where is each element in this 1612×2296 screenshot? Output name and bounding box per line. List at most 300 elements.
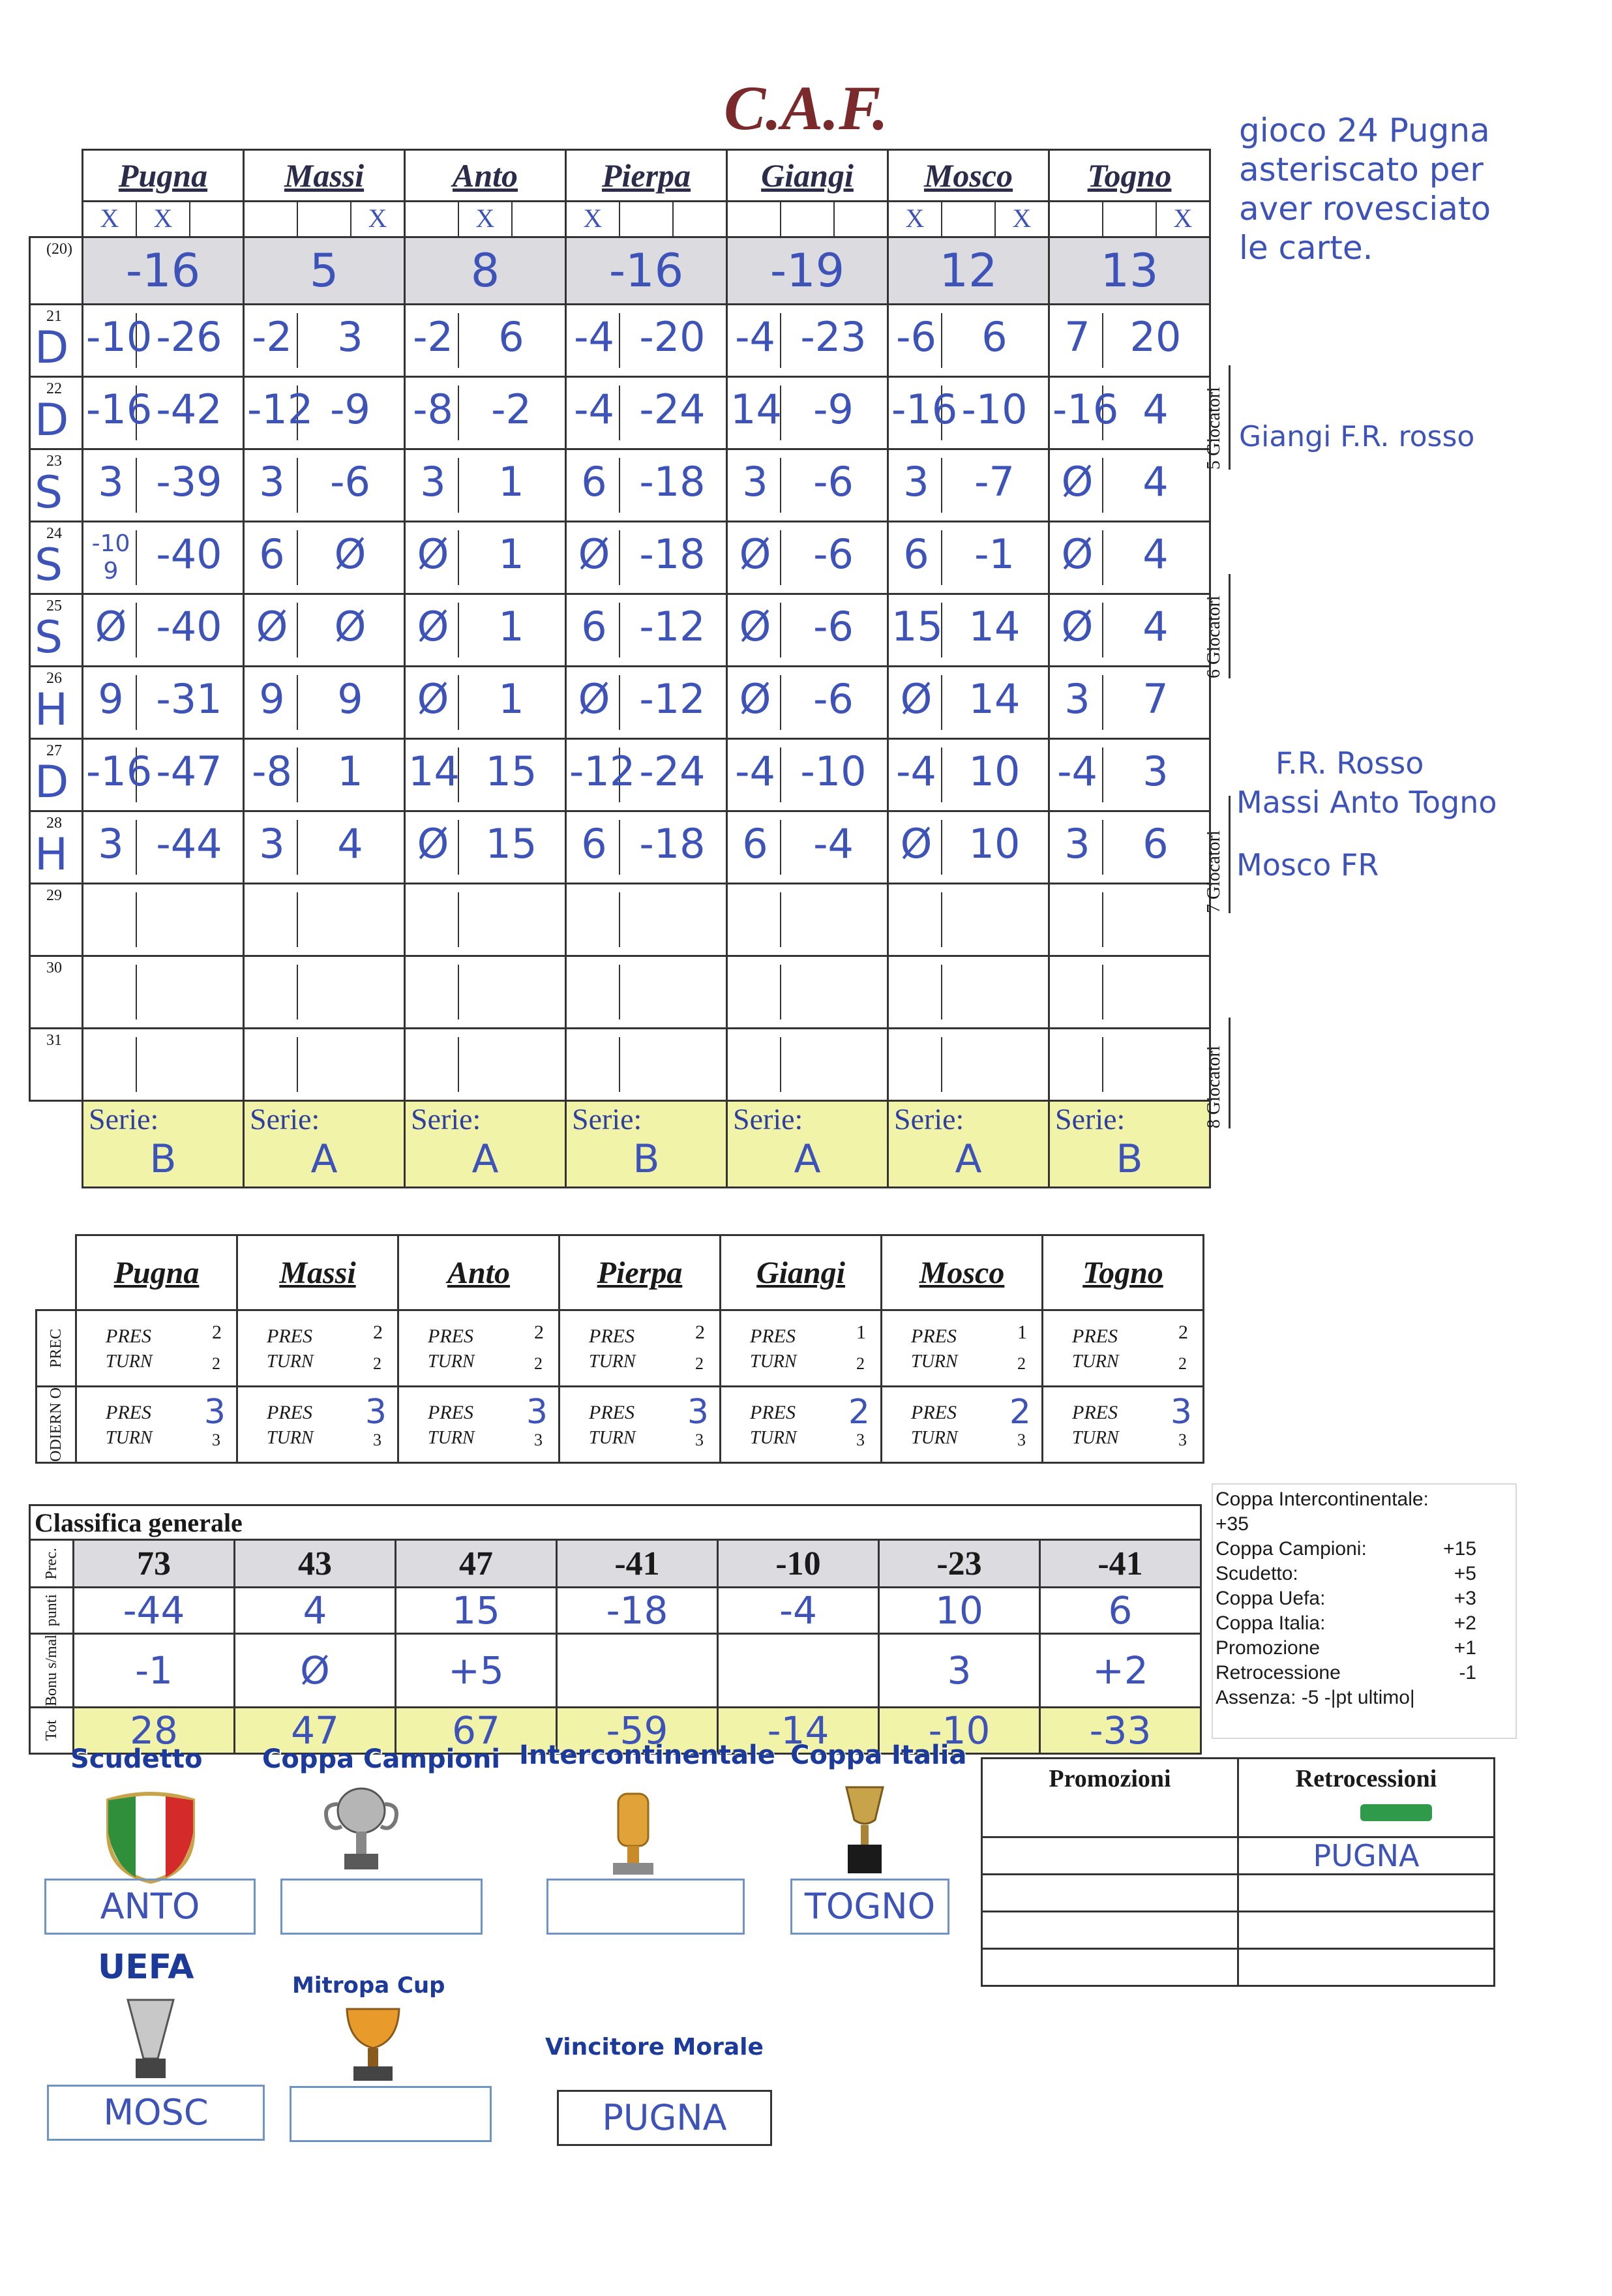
score-cell: [405, 811, 566, 884]
turn-value: 3: [373, 1430, 381, 1449]
mark-box: [406, 202, 459, 236]
legend-value: +3: [1454, 1588, 1476, 1609]
round-points: Ø: [86, 603, 137, 657]
running-total: -40: [156, 530, 222, 578]
running-total: -44: [156, 820, 222, 868]
score-cell: [1049, 594, 1210, 667]
round-label: [30, 1029, 83, 1101]
round-row: [30, 811, 1210, 884]
mark-cell: [566, 202, 727, 237]
round-points: [408, 965, 459, 1020]
round-number: 26: [46, 670, 62, 687]
player-name: Togno: [1043, 1235, 1204, 1310]
turn-label: TURN: [428, 1352, 475, 1372]
score-cell: [83, 956, 244, 1029]
players-header-row: [30, 150, 1210, 202]
round-type: D: [35, 395, 69, 446]
presence-cell: [237, 1310, 398, 1387]
turn-label: TURN: [589, 1428, 636, 1448]
cg-punti-value: 4: [235, 1588, 396, 1634]
serie-value: B: [633, 1136, 660, 1182]
player-name: Mosco: [888, 150, 1049, 202]
turn-label: TURN: [750, 1428, 797, 1448]
round-points: Ø: [1052, 530, 1103, 585]
score-cell: [566, 956, 727, 1029]
score-cell: [566, 522, 727, 594]
cg-row-label: [30, 1540, 74, 1588]
score-cell: [566, 449, 727, 522]
mark-boxes: [567, 202, 726, 236]
running-total: 1: [337, 748, 363, 795]
round-points: [408, 1037, 459, 1092]
cg-punti-value: -18: [557, 1588, 718, 1634]
player-name: Giangi: [721, 1235, 882, 1310]
round-points: 9: [247, 675, 298, 730]
corner-cell: [30, 1101, 83, 1188]
round-points: 3: [1052, 675, 1103, 730]
round-points: [891, 1037, 942, 1092]
running-total: -18: [639, 820, 706, 868]
round-label: [30, 377, 83, 449]
cg-prec-row: [30, 1540, 1201, 1588]
round-points: -6: [891, 313, 942, 368]
score-cell: [1049, 811, 1210, 884]
round-points: [569, 1037, 620, 1092]
round-points: 3: [1052, 820, 1103, 875]
cg-prec-value: 73: [74, 1540, 235, 1588]
cg-tot-value: 47: [235, 1708, 396, 1754]
score-cell: [888, 305, 1049, 377]
player-name: Anto: [405, 150, 566, 202]
round-points: 3: [247, 458, 298, 513]
prec-row: [37, 1310, 1204, 1387]
mark-box: X: [1173, 204, 1193, 233]
previous-total: 8: [405, 237, 566, 305]
round-points: [891, 965, 942, 1020]
running-total: Ø: [334, 603, 366, 650]
corner-cell: [30, 202, 83, 237]
turn-label: TURN: [1072, 1428, 1119, 1448]
score-cell: [405, 739, 566, 811]
score-cell: [83, 449, 244, 522]
cg-title: Classifica generale: [30, 1505, 1201, 1540]
running-total: -40: [156, 603, 222, 650]
round-label: [30, 811, 83, 884]
round-points: 3: [891, 458, 942, 513]
pres-label: PRES: [1072, 1402, 1118, 1423]
score-cell: [1049, 884, 1210, 956]
running-total: 3: [337, 313, 363, 361]
mark-box: [1103, 202, 1157, 236]
round-points: -16: [1052, 385, 1103, 440]
round-points: -12: [247, 385, 298, 440]
legend-label: Coppa Intercontinentale:: [1216, 1488, 1429, 1510]
serie-cell: [566, 1101, 727, 1188]
score-cell: [83, 739, 244, 811]
mark-box: X: [567, 202, 620, 236]
turn-value: 2: [856, 1354, 865, 1373]
mark-box: X: [83, 202, 137, 236]
previous-total: -16: [83, 237, 244, 305]
score-grid: [29, 149, 1211, 1188]
side-label-6: 6 Giocatori: [1204, 574, 1231, 678]
cg-prec-value: -41: [557, 1540, 718, 1588]
running-total: -12: [639, 603, 706, 650]
round-points: [247, 892, 298, 947]
running-total: 10: [968, 748, 1021, 795]
serie-label: Serie:: [250, 1102, 320, 1136]
mark-boxes: [1050, 202, 1209, 236]
note-fr: [1236, 744, 1497, 884]
serie-label: Serie:: [894, 1102, 964, 1136]
running-total: -10: [800, 748, 867, 795]
cg-bonus-value: [557, 1634, 718, 1708]
round-points: [891, 892, 942, 947]
legend-value: +15: [1443, 1538, 1476, 1560]
cg-prec-value: -41: [1040, 1540, 1201, 1588]
side-label-7: 7 Giocatori: [1204, 796, 1231, 913]
uefa-label: UEFA: [98, 1948, 194, 1987]
player-name: Pugna: [83, 150, 244, 202]
turn-label: TURN: [106, 1428, 153, 1448]
player-name: Anto: [398, 1235, 560, 1310]
cg-bonus-row: [30, 1634, 1201, 1708]
mark-boxes: [889, 202, 1048, 236]
pres-label: PRES: [589, 1402, 634, 1423]
score-cell: [888, 811, 1049, 884]
cg-tot-value: -14: [718, 1708, 879, 1754]
round-points: -16: [86, 385, 137, 440]
presence-cell: [398, 1310, 560, 1387]
running-total: -23: [800, 313, 867, 361]
running-total: -6: [813, 675, 854, 723]
score-cell: [83, 594, 244, 667]
running-total: -1: [974, 530, 1015, 578]
score-cell: [727, 811, 888, 884]
serie-cell: [405, 1101, 566, 1188]
running-total: 4: [1142, 530, 1169, 578]
legend-label: Assenza: -5 -|pt ultimo|: [1216, 1687, 1415, 1708]
score-cell: [1049, 305, 1210, 377]
retro-cell: PUGNA: [1238, 1837, 1495, 1875]
score-cell: [244, 305, 405, 377]
legend-row: [1216, 1611, 1515, 1636]
pres-value: 3: [687, 1393, 709, 1432]
serie-cell: [727, 1101, 888, 1188]
note-giangi: Giangi F.R. rosso: [1239, 420, 1475, 453]
player-name: Pierpa: [566, 150, 727, 202]
round-label: [30, 739, 83, 811]
running-total: 14: [968, 603, 1021, 650]
score-cell: [83, 884, 244, 956]
note-line: le carte.: [1239, 229, 1373, 267]
cg-bonus-value: +5: [396, 1634, 557, 1708]
pres-label: PRES: [750, 1402, 796, 1423]
running-total: -39: [156, 458, 222, 506]
round-points: 15: [891, 603, 942, 657]
player-name: Massi: [237, 1235, 398, 1310]
serie-label: Serie:: [89, 1102, 159, 1136]
round-points: [569, 965, 620, 1020]
score-cell: [83, 305, 244, 377]
pres-value: 2: [212, 1322, 222, 1343]
previous-total: -19: [727, 237, 888, 305]
score-cell: [727, 305, 888, 377]
score-cell: [244, 811, 405, 884]
legend-label: Scudetto:: [1216, 1563, 1298, 1584]
pres-label: PRES: [106, 1402, 151, 1423]
running-total: -18: [639, 530, 706, 578]
note-line: F.R. Rosso: [1276, 746, 1424, 781]
uefa-winner: MOSC: [103, 2092, 209, 2133]
score-cell: [727, 522, 888, 594]
round-number: 27: [46, 742, 62, 759]
mark-box: [1050, 202, 1103, 236]
running-total: 3: [1142, 748, 1169, 795]
running-total: -4: [813, 820, 854, 868]
legend-value: +5: [1454, 1563, 1476, 1584]
legend-row: [1216, 1487, 1515, 1512]
note-line: Mosco FR: [1236, 847, 1379, 883]
score-cell: [566, 377, 727, 449]
round-points: [569, 892, 620, 947]
turn-label: TURN: [911, 1428, 958, 1448]
pres-value: 3: [1170, 1393, 1192, 1432]
legend-row: [1216, 1562, 1515, 1586]
mark-box: [942, 202, 996, 236]
round-points: -16: [891, 385, 942, 440]
round-points: Ø: [1052, 458, 1103, 513]
intercontinentale-label: Intercontinentale: [519, 1740, 775, 1770]
mark-cell: [888, 202, 1049, 237]
legend-row: [1216, 1661, 1515, 1685]
score-cell: [1049, 449, 1210, 522]
round-points: -4: [569, 313, 620, 368]
score-cell: [405, 1029, 566, 1101]
previous-total: -16: [566, 237, 727, 305]
corner-cell: [30, 150, 83, 202]
pres-label: PRES: [267, 1325, 312, 1347]
score-cell: [1049, 377, 1210, 449]
vincitore-morale-winner-box: [557, 2090, 772, 2146]
mark-cell: [405, 202, 566, 237]
cg-punti-value: -4: [718, 1588, 879, 1634]
running-total: 4: [1142, 458, 1169, 506]
score-cell: [727, 739, 888, 811]
round-points: 3: [86, 458, 137, 513]
cg-bonus-value: -1: [74, 1634, 235, 1708]
mark-box: [728, 202, 781, 236]
cg-prec-value: 47: [396, 1540, 557, 1588]
score-cell: [405, 305, 566, 377]
mark-box: [620, 202, 674, 236]
turn-value: 3: [1017, 1430, 1026, 1449]
cg-title-row: [30, 1505, 1201, 1540]
score-cell: [405, 594, 566, 667]
retro-cell: [1238, 1912, 1495, 1949]
highlighter-mark: [1360, 1804, 1432, 1821]
score-cell: [405, 884, 566, 956]
running-total: -42: [156, 385, 222, 433]
round-row: [30, 739, 1210, 811]
cg-tot-value: 28: [74, 1708, 235, 1754]
mark-cell: [83, 202, 244, 237]
side-label-5: 5 Giocatori: [1204, 365, 1231, 470]
round-points: Ø: [408, 820, 459, 875]
score-cell: [566, 305, 727, 377]
running-total: -20: [639, 313, 706, 361]
cg-punti-value: 15: [396, 1588, 557, 1634]
score-cell: [566, 594, 727, 667]
serie-label: Serie:: [733, 1102, 803, 1136]
presence-cell: [560, 1310, 721, 1387]
score-cell: [888, 667, 1049, 739]
round-type: S: [35, 467, 63, 519]
score-cell: [727, 449, 888, 522]
presence-cell: [1043, 1387, 1204, 1463]
score-cell: [244, 1029, 405, 1101]
mark-cell: [727, 202, 888, 237]
round-points: Ø: [730, 603, 781, 657]
score-cell: [727, 956, 888, 1029]
presence-cell: [76, 1310, 237, 1387]
round-row: [30, 305, 1210, 377]
pres-label: PRES: [428, 1402, 473, 1423]
round-points: 14: [730, 385, 781, 440]
score-cell: [727, 884, 888, 956]
mark-boxes: [728, 202, 887, 236]
round-points: 6: [569, 458, 620, 513]
round-points: Ø: [569, 530, 620, 585]
pres-value: 2: [1178, 1322, 1188, 1343]
side-text: ODIERN O: [47, 1387, 65, 1462]
player-name: Pierpa: [560, 1235, 721, 1310]
round-points: -10: [86, 313, 137, 368]
cg-punti-value: 10: [879, 1588, 1040, 1634]
serie-value: A: [471, 1136, 499, 1182]
round-points: -8: [408, 385, 459, 440]
presence-cell: [398, 1387, 560, 1463]
score-cell: [888, 739, 1049, 811]
running-total: 1: [498, 675, 524, 723]
score-cell: [244, 884, 405, 956]
round-points: Ø: [408, 530, 459, 585]
legend-row: [1216, 1586, 1515, 1611]
serie-label: Serie:: [411, 1102, 481, 1136]
side-text: PREC: [47, 1328, 65, 1368]
serie-value: B: [149, 1136, 177, 1182]
score-cell: [727, 1029, 888, 1101]
score-cell: [405, 377, 566, 449]
cg-punti-row: [30, 1588, 1201, 1634]
cg-tot-value: -10: [879, 1708, 1040, 1754]
pres-label: PRES: [589, 1325, 634, 1347]
promo-cell: [982, 1837, 1238, 1875]
score-cell: [1049, 1029, 1210, 1101]
pres-label: PRES: [750, 1325, 796, 1347]
running-total: 15: [485, 820, 537, 868]
score-cell: [888, 956, 1049, 1029]
round-type: S: [35, 539, 63, 591]
round-type: H: [35, 829, 68, 881]
mitropa-cup-icon: [334, 2002, 412, 2087]
mark-box: [781, 202, 835, 236]
round-type: H: [35, 684, 68, 736]
mark-box: [835, 202, 887, 236]
running-total: -18: [639, 458, 706, 506]
pres-value: 2: [848, 1393, 870, 1432]
round-number: 30: [46, 959, 62, 976]
legend-label: +35: [1216, 1513, 1249, 1535]
round-number: 23: [46, 453, 62, 470]
round-points: -4: [1052, 748, 1103, 802]
round-row: [30, 522, 1210, 594]
running-total: 1: [498, 603, 524, 650]
round-label: [30, 305, 83, 377]
turn-value: 3: [1178, 1430, 1187, 1449]
score-cell: [1049, 739, 1210, 811]
round-points: 9: [86, 675, 137, 730]
turn-value: 3: [695, 1430, 704, 1449]
pres-value: 3: [365, 1393, 387, 1432]
running-total: -10: [961, 385, 1028, 433]
running-total: 1: [498, 530, 524, 578]
turn-value: 2: [373, 1354, 381, 1373]
cg-row-label-text: Bonu s/mal: [42, 1635, 60, 1707]
promo-cell: [982, 1949, 1238, 1986]
score-cell: [888, 884, 1049, 956]
round-points: 6: [891, 530, 942, 585]
score-cell: [566, 1029, 727, 1101]
round-points: Ø: [408, 603, 459, 657]
mark-box: [190, 202, 243, 236]
round-type: S: [35, 612, 63, 663]
presence-grid: [35, 1234, 1204, 1464]
row-label: [30, 237, 83, 305]
turn-label: TURN: [267, 1352, 314, 1372]
mark-boxes: [245, 202, 404, 236]
running-total: -26: [156, 313, 222, 361]
round-points: -4: [730, 748, 781, 802]
intercontinentale-winner-box: [546, 1879, 745, 1935]
serie-value: A: [955, 1136, 982, 1182]
round-points: Ø: [569, 675, 620, 730]
score-cell: [1049, 667, 1210, 739]
round-points: [730, 965, 781, 1020]
score-cell: [566, 739, 727, 811]
mark-box: [674, 202, 726, 236]
pres-label: PRES: [911, 1325, 957, 1347]
pres-value: 3: [203, 1393, 226, 1432]
round-row: [30, 884, 1210, 956]
round-label: [30, 884, 83, 956]
round-points: 3: [247, 820, 298, 875]
running-total: Ø: [334, 530, 366, 578]
uefa-winner-box: [47, 2085, 265, 2141]
player-name: Togno: [1049, 150, 1210, 202]
score-cell: [888, 594, 1049, 667]
score-cell: [1049, 956, 1210, 1029]
score-cell: [244, 449, 405, 522]
cg-row-label-text: punti: [42, 1594, 60, 1627]
legend-row: [1216, 1636, 1515, 1661]
player-name: Pugna: [76, 1235, 237, 1310]
mark-box: X: [1012, 204, 1032, 233]
mitropa-winner-box: [290, 2086, 492, 2142]
serie-value: A: [310, 1136, 338, 1182]
classifica-generale: [29, 1504, 1202, 1755]
round-points: [1052, 892, 1103, 947]
